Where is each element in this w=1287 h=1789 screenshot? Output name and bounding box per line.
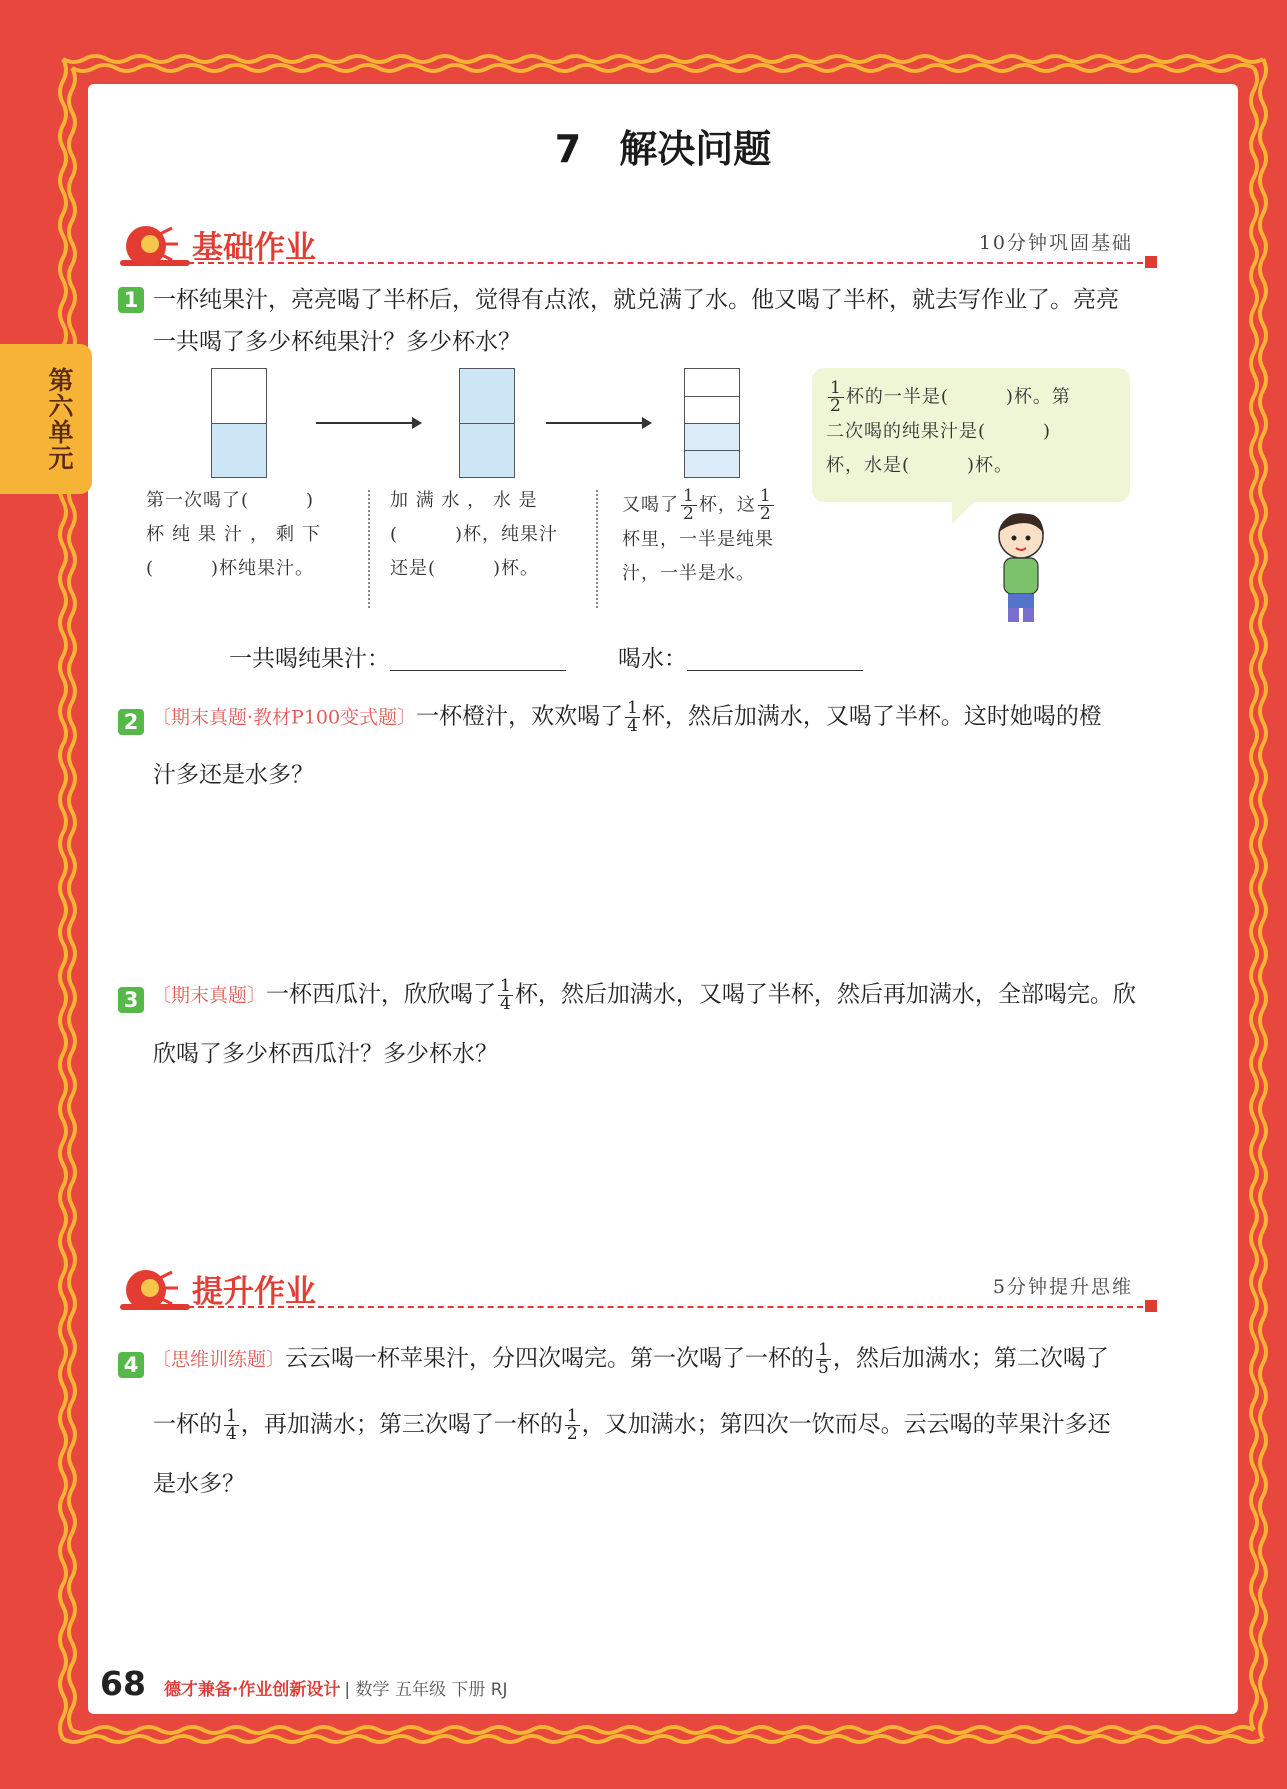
- numerator: 1: [818, 1340, 829, 1360]
- denominator: 4: [226, 1424, 237, 1444]
- numerator: 1: [627, 698, 638, 718]
- caption-line: 加 满 水 ， 水 是: [390, 490, 538, 511]
- cup-juice-fill: [212, 423, 266, 477]
- denominator: 5: [818, 1358, 829, 1378]
- cup-divider: [685, 423, 739, 424]
- q1-text-line1: 一杯纯果汁，亮亮喝了半杯后，觉得有点浓，就兑满了水。他又喝了半杯，就去写作业了。亮亮: [153, 287, 1119, 313]
- q4-text: ，然后加满水；第二次喝了: [832, 1345, 1109, 1372]
- question-tag: 〔思维训练题〕: [152, 1348, 286, 1371]
- bubble-line: 杯，水是( )杯。: [826, 455, 1014, 476]
- q2-text: 一杯橙汁，欢欢喝了: [416, 703, 624, 730]
- fraction-one-fifth: [816, 1342, 831, 1377]
- answer-blank[interactable]: [390, 650, 566, 671]
- question-number: 1: [118, 287, 144, 313]
- caption-step1: [146, 484, 328, 586]
- caption-step3: [622, 488, 776, 591]
- cup-divider: [460, 423, 514, 424]
- cup-divider: [212, 423, 266, 424]
- question-number: 4: [118, 1352, 144, 1378]
- q4-text: ，再加满水；第三次喝了一杯的: [240, 1411, 563, 1438]
- fraction-one-quarter: [224, 1408, 239, 1443]
- section-hint: 10分钟巩固基础: [978, 232, 1133, 254]
- q4-text-line2: [153, 1408, 1111, 1443]
- caption-line: 杯纯果汁，剩下: [146, 524, 328, 545]
- q4-text: 一杯的: [153, 1411, 222, 1438]
- wavy-border-line: [1260, 59, 1266, 1739]
- question-number: 3: [118, 987, 144, 1013]
- caption-line: 杯里，一半是纯果: [622, 529, 774, 550]
- caption-line: ( )杯，纯果汁: [390, 524, 559, 545]
- footer-brand: 德才兼备·作业创新设计: [163, 1680, 341, 1700]
- wavy-border-line: [69, 68, 75, 1730]
- dotted-separator: [368, 490, 370, 608]
- section-advanced-header: [118, 1258, 1163, 1318]
- unit-side-tab: 第六单元: [0, 344, 92, 494]
- numerator: 1: [683, 486, 695, 506]
- numerator: 1: [759, 486, 772, 506]
- fraction-one-quarter: [498, 978, 513, 1013]
- wavy-border-line: [72, 1727, 1254, 1733]
- cup-divider: [685, 396, 739, 397]
- answer-blank[interactable]: [687, 650, 863, 671]
- caption-line: 汁，一半是水。: [622, 563, 755, 584]
- wavy-border-line: [1251, 68, 1257, 1730]
- boy-illustration-icon: [986, 506, 1056, 624]
- wavy-border-line: [63, 1736, 1263, 1742]
- rule-end-square: [1145, 1300, 1157, 1312]
- answer-juice: [229, 648, 566, 671]
- q4-text-line1: [152, 1342, 1109, 1377]
- caption-line: 还是( )杯。: [390, 558, 540, 579]
- q3-text: 杯，然后加满水，又喝了半杯，然后再加满水，全部喝完。欣: [514, 981, 1136, 1008]
- page-number: 68: [100, 1664, 146, 1703]
- footer-subtitle: | 数学 五年级 下册 RJ: [344, 1680, 508, 1700]
- q4-text: ，又加满水；第四次一饮而尽。云云喝的苹果汁多还: [581, 1411, 1111, 1438]
- section-title: 基础作业: [192, 230, 316, 266]
- q1-text-line2: 一共喝了多少杯纯果汁？多少杯水？: [153, 329, 521, 355]
- caption-text: 杯，这: [698, 494, 756, 516]
- dashed-rule: [188, 262, 1153, 264]
- fraction-one-half: [565, 1408, 580, 1443]
- caption-line: 第一次喝了( ): [146, 490, 315, 511]
- section-basic-header: [118, 214, 1163, 274]
- answer-label: 喝水：: [618, 646, 687, 672]
- question-tag: 〔期末真题〕: [152, 984, 267, 1007]
- denominator: 4: [627, 716, 638, 736]
- page-footer: [100, 1664, 508, 1703]
- speech-bubble: [812, 368, 1130, 502]
- denominator: 2: [683, 504, 695, 524]
- bubble-line: [826, 380, 1071, 415]
- q2-text-line1: [152, 700, 1102, 735]
- q2-text-line2: 汁多还是水多？: [153, 762, 314, 788]
- dashed-rule: [188, 1306, 1153, 1308]
- bubble-text: [826, 380, 1071, 483]
- q2-text: 杯，然后加满水，又喝了半杯。这时她喝的橙: [641, 703, 1102, 730]
- numerator: 1: [830, 378, 842, 398]
- caption-text: 又喝了: [622, 494, 679, 516]
- denominator: 2: [830, 396, 842, 416]
- caption-line: ( )杯纯果汁。: [146, 558, 315, 579]
- q3-text-line1: [152, 978, 1136, 1013]
- cup-full-water: [459, 368, 515, 478]
- cup-half-juice: [211, 368, 267, 478]
- dotted-separator: [596, 490, 598, 608]
- cup-divider: [685, 450, 739, 451]
- q4-text-line3: 是水多？: [153, 1471, 245, 1497]
- cup-quarters: [684, 368, 740, 478]
- q3-text-line2: 欣喝了多少杯西瓜汁？多少杯水？: [153, 1041, 498, 1067]
- arrow-right-icon: [546, 422, 650, 424]
- question-number: 2: [118, 709, 144, 735]
- bubble-line: 二次喝的纯果汁是( ): [826, 421, 1052, 442]
- fraction-one-half: [828, 380, 844, 415]
- fraction-one-quarter: [625, 700, 640, 735]
- numerator: 1: [226, 1406, 237, 1426]
- denominator: 2: [759, 504, 772, 524]
- caption-step2: [390, 484, 558, 586]
- denominator: 2: [566, 1424, 578, 1444]
- page-title: 7 解决问题: [554, 127, 772, 171]
- mascot-icon: [120, 220, 184, 272]
- answer-water: [618, 648, 863, 671]
- wavy-border-line: [63, 56, 1263, 62]
- numerator: 1: [566, 1406, 578, 1426]
- numerator: 1: [500, 976, 511, 996]
- wavy-border-line: [72, 65, 1254, 71]
- section-title: 提升作业: [192, 1274, 316, 1310]
- q4-text: 云云喝一杯苹果汁，分四次喝完。第一次喝了一杯的: [285, 1345, 815, 1372]
- wavy-border-line: [60, 59, 66, 1739]
- rule-end-square: [1145, 256, 1157, 268]
- fraction-one-half: [681, 488, 697, 523]
- arrow-right-icon: [316, 422, 420, 424]
- fraction-one-half: [758, 488, 774, 523]
- caption-line: [622, 488, 776, 523]
- question-tag: 〔期末真题·教材P100变式题〕: [152, 706, 417, 729]
- mascot-icon: [120, 1264, 184, 1316]
- denominator: 4: [500, 994, 511, 1014]
- bubble-text-part: 杯的一半是( )杯。第: [845, 386, 1071, 408]
- answer-label: 一共喝纯果汁：: [229, 646, 390, 672]
- q3-text: 一杯西瓜汁，欣欣喝了: [266, 981, 497, 1008]
- section-hint: 5分钟提升思维: [992, 1276, 1133, 1298]
